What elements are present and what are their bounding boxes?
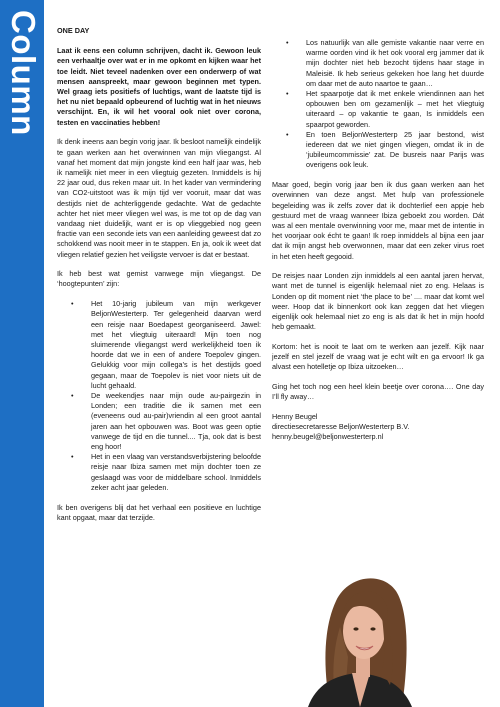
- paragraph-4: Maar goed, begin vorig jaar ben ik dus gaan werken aan het overwinnen van deze angst. Met hulp van professionele begeleiding was ik zelfs zover dat ik dochterlief een appje heb gestuurd met de vraag wanneer Ibiza geboekt zou worden. Dát was al een mentale overwinning voor me, maar met de intentie in het voorjaar ook écht te gaan! Ik roep inmiddels al bijna een jaar dat ik mijn angst heb overwonnen, maar dat een zeker virus roet in het eten heeft gegooid.: [272, 180, 484, 261]
- paragraph-7: Ging het toch nog een heel klein beetje over corona…. One day I’ll fly away…: [272, 382, 484, 402]
- portrait-image: [278, 561, 440, 707]
- signature-block: [272, 412, 484, 443]
- author-email[interactable]: henny.beugel@beljonwesterterp.nl: [272, 432, 384, 442]
- bullet-list-left: [57, 299, 261, 493]
- right-column: [272, 38, 484, 443]
- author-role: directiesecretaresse BeljonWesterterp B.V.: [272, 422, 410, 432]
- left-column: [57, 26, 261, 532]
- list-item: • Los natuurlijk van alle gemiste vakantie naar verre en warme oorden vind ik het ook vooral erg jammer dat ik mijn dochter niet heb bezocht tijdens haar stage in Maleisië. Ik heb serieus gekeken hoe lang het duurde om daar met de auto naartoe te gaan…: [306, 38, 484, 89]
- paragraph-6: Kortom: het is nooit te laat om te werken aan jezelf. Kijk naar jezelf en stel jezelf de vraag wat je echt wilt en ga ervoor! Ik ga alvast een hotelletje op Ibiza uitzoeken…: [272, 341, 484, 372]
- paragraph-1: Ik denk ineens aan begin vorig jaar. Ik besloot namelijk eindelijk te gaan werken aan het overwinnen van mijn vliegangst. Al vanaf het moment dat mijn jongste kind een half jaar was, heb ik namelijk niet meer in een vliegtuig gezeten. Inmiddels is hij 22 jaar oud, dus reken maar uit. In het kader van vermindering van CO2-uitstoot was ik mijn tijd ver vooruit, maar dat was destijds niet de achterliggende gedachte. Wat de gedachte achter het niet meer vliegen wel was, is me tot op de dag van vandaag niet duidelijk, want er is op vlieggebied nog geen fractie van een seconde iets van een aanleiding geweest dat zo schokkend was nooit meer in te stappen. En ja, ook ik weet dat vliegen relatief gezien het veiligste vervoer is dat er bestaat.: [57, 137, 261, 259]
- list-item: • Het in een vlaag van verstandsverbijstering beloofde reisje naar Ibiza samen met mijn dochter toen ze geslaagd was voor de middelbare school. Inmiddels zeker acht jaar geleden.: [91, 452, 261, 493]
- paragraph-3: Ik ben overigens blij dat het verhaal een positieve en luchtige kant opgaat, maar dat terzijde.: [57, 502, 261, 522]
- intro-paragraph: Laat ik eens een column schrijven, dacht ik. Gewoon leuk een verhaaltje over wat er in me opkomt en kijken waar het toe leidt. Niet teveel nadenken over een onderwerp of wat mensen aanspreekt, maar gewoon beginnen met typen. Wel graag iets positiefs of luchtigs, want de laatste tijd is het nu niet bepaald opbeurend of luchtig wat in het nieuws verschijnt. En, ik wil het vooral ook niet over corona, testen en vaccinaties hebben!: [57, 46, 261, 127]
- section-title: Column: [5, 10, 42, 136]
- list-item: • Het 10-jarig jubileum van mijn werkgever BeljonWesterterp. Ter gelegenheid daarvan werd een reisje naar Boedapest georganiseerd. Jawel: met het vliegtuig uiteraard! Mijn toen nog sluimerende vliegangst werd werkelijkheid toen ik hoorde dat we in een of andere Toepolev gingen. Gelukkig voor mijn collega’s is het destijds goed gegaan, maar de Toepolev is niet voor niets uit de lucht gehaald.: [91, 299, 261, 391]
- paragraph-5: De reisjes naar Londen zijn inmiddels al een aantal jaren hervat, want met de tunnel is eigenlijk helemaal niet zo eng. Helaas is Londen op dit moment niet ‘the place to be’ .... maar dat komt wel weer. Hoop dat ik binnenkort ook kan zeggen dat het vliegen eigenlijk ook helemaal niet zo eng is als dat ik het in mijn hoofd heb gemaakt.: [272, 271, 484, 332]
- list-item: • Het spaarpotje dat ik met enkele vriendinnen aan het opbouwen ben om gezamenlijk – met het vliegtuig uiteraard – op vakantie te gaan, Is inmiddels een spaarpot geworden.: [306, 89, 484, 130]
- article-title: ONE DAY: [57, 26, 90, 35]
- author-name: Henny Beugel: [272, 412, 318, 421]
- sidebar-band: [0, 0, 44, 707]
- list-item: • En toen BeljonWesterterp 25 jaar bestond, wist iedereen dat we niet gingen vliegen, omdat ik in de ‘jubileumcommissie’ zat. De busreis naar Parijs was overigens ook leuk.: [306, 130, 484, 171]
- paragraph-2: Ik heb best wat gemist vanwege mijn vliegangst. De ‘hoogtepunten’ zijn:: [57, 269, 261, 289]
- list-item: • De weekendjes naar mijn oude au-pairgezin in Londen; een traditie die ik samen met een (eveneens oud au-pair)vriendin al een groot aantal jaren aan het opbouwen was. Boot was geen optie vanwege de tijd en die tunnel.... Tja, ook dat is best eng hoor!: [91, 391, 261, 452]
- bullet-list-right: [272, 38, 484, 171]
- author-portrait: [278, 561, 440, 707]
